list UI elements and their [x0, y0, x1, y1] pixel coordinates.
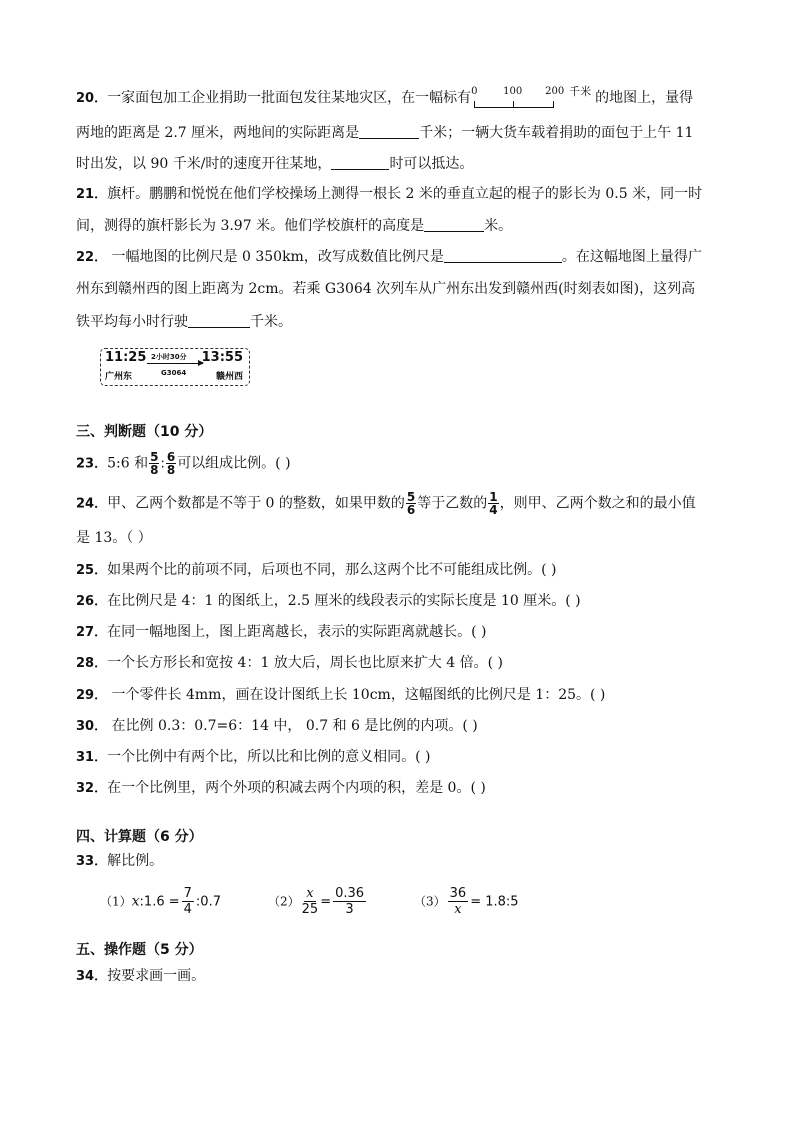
q20-line1 [76, 86, 693, 109]
q20-text: 一家面包加工企业捐助一批面包发往某地灾区，在一幅标有 [107, 90, 472, 106]
answer-blank[interactable] [188, 311, 250, 328]
q32-text: 在一个比例里，两个外项的积减去两个内项的积，差是 0。( ) [107, 780, 486, 796]
fraction [302, 886, 319, 917]
numerator: 7 [183, 886, 192, 901]
q33-problem-3 [414, 886, 519, 918]
equation-part: :0.7 [195, 894, 221, 910]
numerator: 0.36 [335, 886, 365, 901]
q22-line2 [76, 279, 695, 299]
denominator: 3 [345, 902, 354, 917]
question-number: 33． [76, 854, 108, 869]
denominator: 25 [301, 902, 319, 917]
question-number: 32． [76, 781, 108, 796]
question-number: 20． [76, 91, 108, 106]
scale-tick-0: 0 [471, 86, 478, 97]
q20-text: 时出发，以 90 千米/时的速度开往某地， [76, 156, 332, 172]
question-number: 27． [76, 625, 108, 640]
numerator: 5 [406, 490, 416, 504]
q31-line [76, 747, 430, 768]
question-number: 28． [76, 656, 108, 671]
q20-text: 时可以抵达。 [389, 156, 474, 172]
question-number: 25． [76, 563, 108, 578]
denominator: 6 [406, 503, 416, 517]
q22-text: 。在这幅地图上量得广 [561, 249, 702, 265]
depart-time: 11:25 [105, 350, 147, 365]
question-number: 30． [76, 719, 108, 734]
denominator: 8 [150, 463, 159, 477]
numerator: 36 [449, 886, 467, 901]
fraction [149, 451, 159, 476]
train-timetable [100, 348, 250, 386]
q30-text: 在比例 0.3：0.7=6：14 中， 0.7 和 6 是比例的内项。( ) [107, 718, 478, 734]
q25-text: 如果两个比的前项不同，后项也不同，那么这两个比不可能组成比例。( ) [107, 562, 557, 578]
section-heading-operation: 五、操作题（5 分） [76, 942, 203, 958]
q21-text: 米。 [484, 218, 513, 234]
q26-line [76, 591, 581, 612]
ratio-colon: : [160, 456, 165, 472]
q26-text: 在比例尺是 4：1 的图纸上，2.5 厘米的线段表示的实际长度是 10 厘米。( ) [107, 593, 581, 609]
fraction [333, 886, 366, 917]
q21-line2 [76, 215, 512, 236]
q21-text: 旗杆。鹏鹏和悦悦在他们学校操场上测得一根长 2 米的垂直立起的棍子的影长为 0.5 米，同一时 [107, 186, 703, 202]
trip-duration: 2小时30分 [151, 353, 187, 361]
q20-line3 [76, 153, 473, 174]
q28-line [76, 653, 503, 674]
q23-text: 可以组成比例。( ) [177, 455, 291, 472]
q27-text: 在同一幅地图上，图上距离越长，表示的实际距离就越长。( ) [107, 624, 487, 640]
map-scale-bar [471, 86, 595, 106]
q33-line [76, 851, 163, 872]
q27-line [76, 622, 486, 643]
section-heading-calculation: 四、计算题（6 分） [76, 829, 203, 845]
q29-line [76, 685, 605, 706]
q23-line [76, 451, 291, 476]
equals-sign: = [320, 894, 332, 910]
q22-text: 一幅地图的比例尺是 0 350km，改写成数值比例尺是 [107, 249, 444, 265]
scale-tick-100: 100 [503, 86, 523, 97]
q32-line [76, 778, 486, 799]
q33-text: 解比例。 [107, 853, 164, 869]
denominator: 4 [489, 503, 498, 517]
answer-blank[interactable] [331, 153, 389, 170]
denominator: 8 [166, 463, 176, 477]
problem-label: （2） [268, 894, 300, 909]
equation-part: = 1.8:5 [470, 894, 519, 910]
train-number: G3064 [161, 369, 187, 377]
q21-text: 间，测得的旗杆影长为 3.97 米。他们学校旗杆的高度是 [76, 218, 425, 234]
q31-text: 一个比例中有两个比，所以比和比例的意义相同。( ) [107, 749, 431, 765]
denominator: 4 [183, 902, 192, 917]
numerator: x [306, 886, 314, 901]
question-number: 24． [76, 496, 108, 512]
question-number: 26． [76, 594, 108, 609]
arrive-time: 13:55 [201, 350, 243, 365]
q22-text: 州东到赣州西的图上距离为 2cm。若乘 G3064 次列车从广州东出发到赣州西(时刻表如图)，这列高 [76, 281, 696, 297]
arrive-station: 赣州西 [215, 372, 243, 382]
question-number: 31． [76, 750, 108, 765]
q20-text: 千米；一辆大货车载着捐助的面包于上午 11 [419, 125, 694, 141]
q24-text: 甲、乙两个数都是不等于 0 的整数，如果甲数的 [107, 495, 405, 512]
q20-text: 的地图上，量得 [595, 90, 694, 106]
fraction [488, 491, 498, 516]
q33-problem-1 [100, 886, 221, 918]
numerator: 6 [166, 450, 176, 464]
q21-line1 [76, 184, 702, 205]
fraction [182, 886, 194, 917]
q29-text: 一个零件长 4mm，画在设计图纸上长 10cm，这幅图纸的比例尺是 1：25。( ) [107, 687, 606, 703]
q24-text: 等于乙数的 [417, 495, 488, 512]
q22-line1 [76, 246, 702, 268]
q24-text: ，则甲、乙两个数之和的最小值 [499, 495, 696, 512]
q22-text: 铁平均每小时行驶 [76, 314, 188, 330]
equation-part: :1.6 = [139, 894, 180, 910]
fraction [448, 886, 469, 917]
q25-line [76, 560, 556, 581]
numerator: 1 [489, 490, 498, 504]
q23-text: 5:6 和 [107, 455, 149, 472]
q20-line2 [76, 122, 693, 143]
question-number: 34． [76, 969, 108, 984]
scale-tick-200: 200 [545, 86, 565, 97]
q28-text: 一个长方形长和宽按 4：1 放大后，周长也比原来扩大 4 倍。( ) [107, 655, 503, 671]
question-number: 29． [76, 688, 108, 703]
variable-x: x [131, 893, 140, 910]
q24-line1 [76, 491, 696, 516]
denominator: x [454, 902, 462, 917]
answer-blank[interactable] [359, 122, 419, 139]
question-number: 21． [76, 187, 108, 202]
section-heading-judgment: 三、判断题（10 分） [76, 424, 213, 440]
problem-label: （3） [414, 894, 446, 909]
q30-line [76, 716, 478, 737]
q33-problem-2 [268, 886, 368, 918]
answer-blank[interactable] [424, 215, 484, 232]
scale-bar-mid-tick [513, 101, 514, 107]
q24-text: 是 13。（ ） [76, 530, 152, 546]
depart-station: 广州东 [105, 372, 133, 382]
scale-unit: 千米 [569, 85, 592, 98]
arrow-right-icon [147, 363, 203, 364]
q24-line2 [76, 528, 152, 548]
q20-text: 两地的距离是 2.7 厘米，两地间的实际距离是 [76, 125, 360, 141]
numerator: 5 [150, 450, 159, 464]
fraction [406, 491, 416, 516]
question-number: 22． [76, 250, 108, 265]
q34-text: 按要求画一画。 [107, 968, 206, 984]
question-number: 23． [76, 456, 108, 472]
q34-line [76, 966, 205, 987]
fraction [166, 451, 176, 476]
q22-line3 [76, 311, 292, 332]
answer-blank[interactable] [444, 246, 562, 263]
problem-label: （1） [100, 894, 132, 909]
q22-text: 千米。 [250, 314, 292, 330]
scale-bar-line [474, 101, 554, 108]
